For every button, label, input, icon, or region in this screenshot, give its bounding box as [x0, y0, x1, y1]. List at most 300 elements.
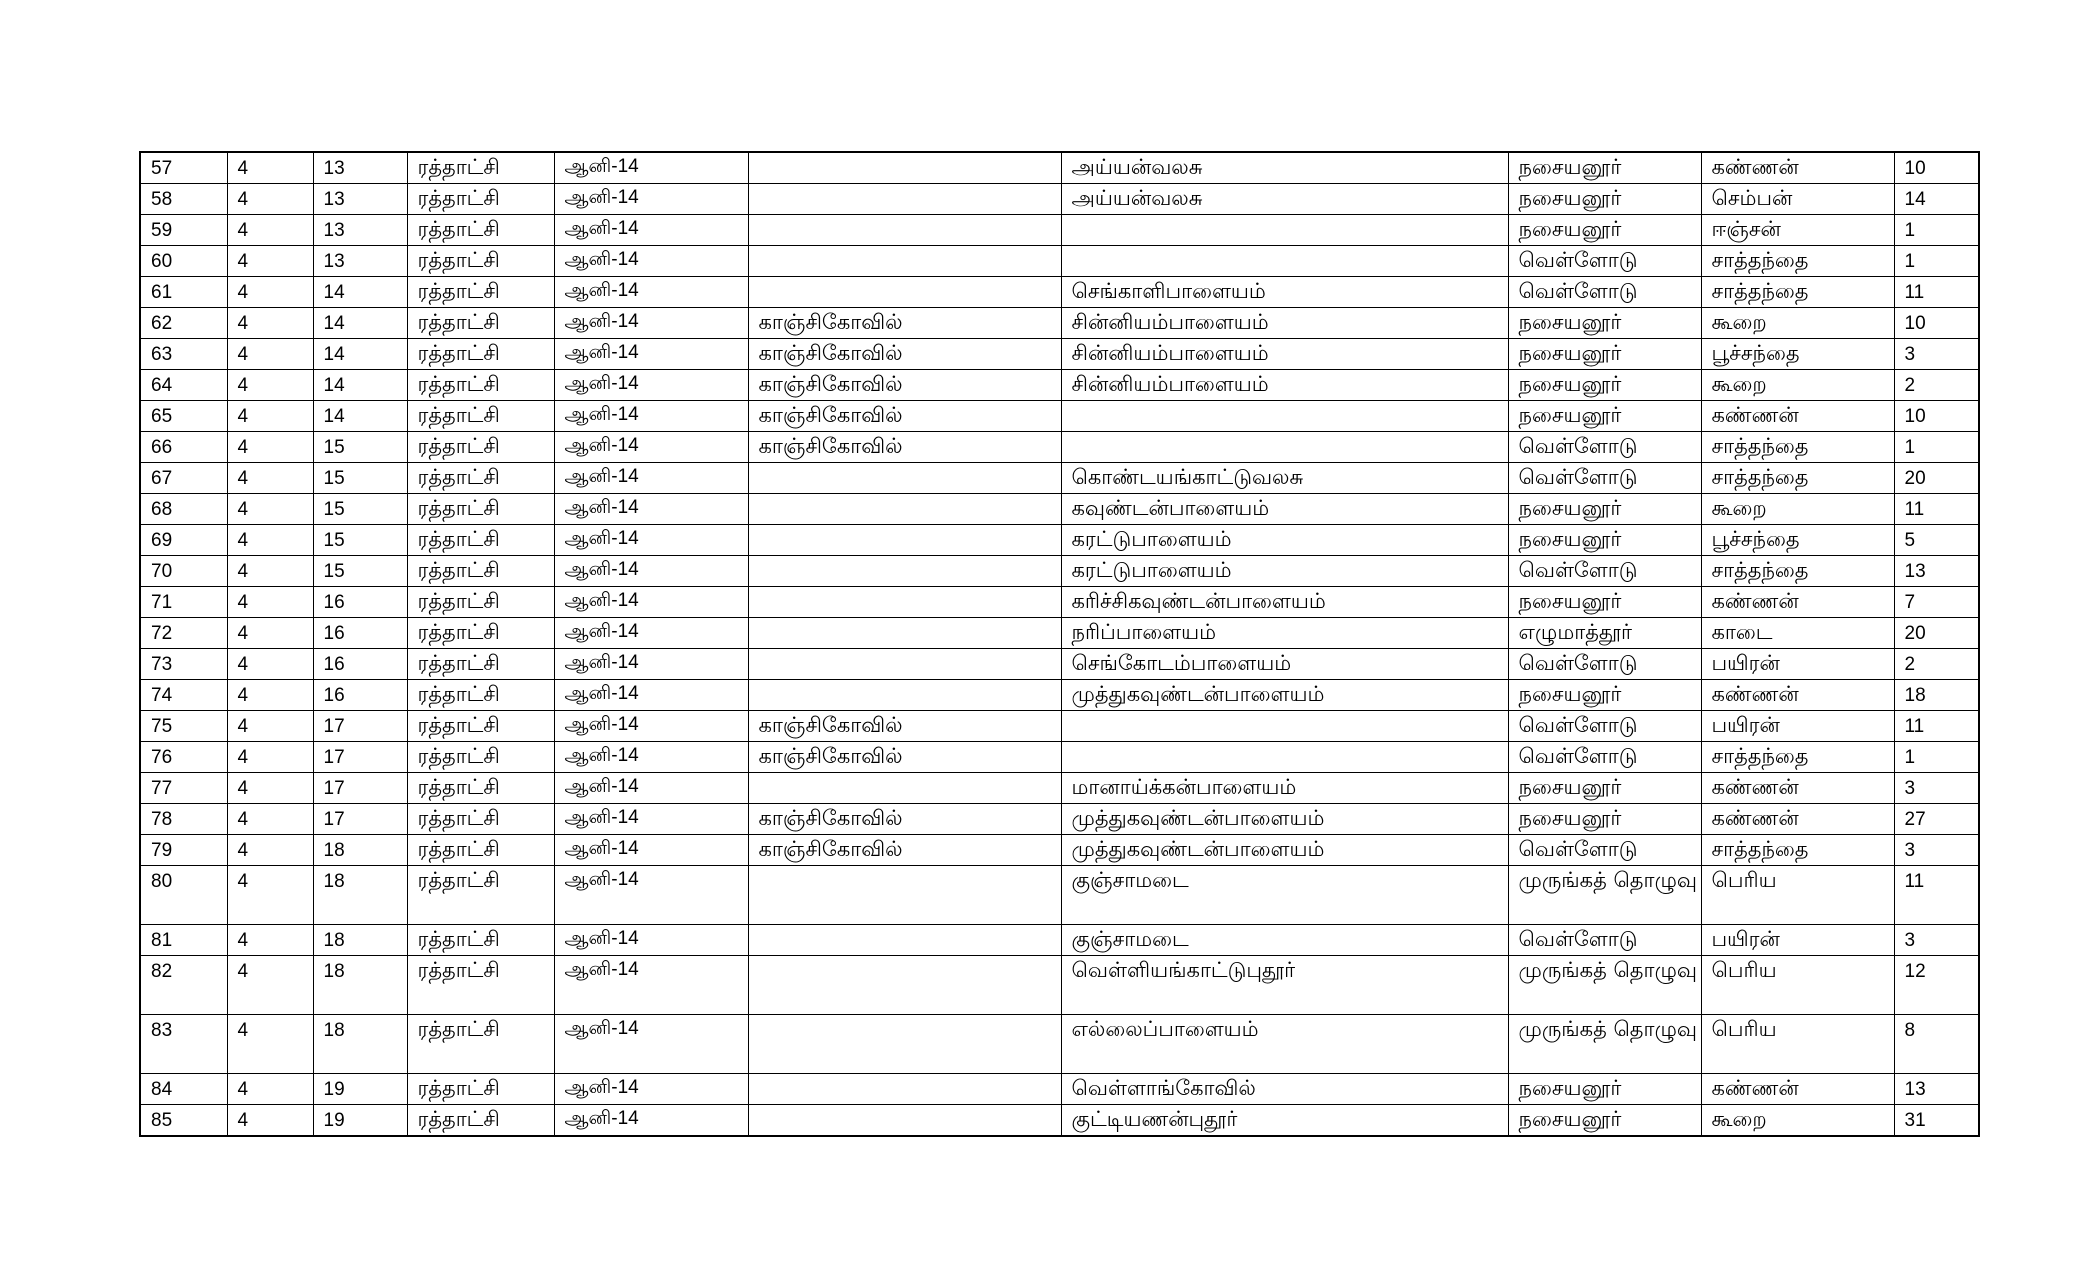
cell-temple: காஞ்சிகோவில் [748, 401, 1061, 432]
cell-clan: பெரிய [1701, 956, 1894, 1015]
cell-clan: சாத்தந்தை [1701, 246, 1894, 277]
cell-name: ரத்தாட்சி [407, 711, 554, 742]
cell-clan: கண்ணன் [1701, 773, 1894, 804]
cell-village: செங்கோடம்பாளையம் [1061, 649, 1508, 680]
cell-name: ரத்தாட்சி [407, 277, 554, 308]
cell-town: முருங்கத் தொழுவு [1508, 956, 1701, 1015]
cell-village: முத்துகவுண்டன்பாளையம் [1061, 804, 1508, 835]
cell-name: ரத்தாட்சி [407, 925, 554, 956]
cell-name: ரத்தாட்சி [407, 152, 554, 184]
cell-clan: கூறை [1701, 494, 1894, 525]
cell-month: ஆனி-14 [554, 1015, 748, 1074]
cell-town: நசையனூர் [1508, 184, 1701, 215]
cell-temple [748, 215, 1061, 246]
cell-serial: 71 [140, 587, 227, 618]
cell-count: 1 [1894, 215, 1979, 246]
cell-month: ஆனி-14 [554, 184, 748, 215]
cell-count: 3 [1894, 339, 1979, 370]
table-row [140, 649, 1979, 680]
cell-town: வெள்ளோடு [1508, 277, 1701, 308]
cell-month: ஆனி-14 [554, 680, 748, 711]
cell-name: ரத்தாட்சி [407, 494, 554, 525]
cell-serial: 85 [140, 1105, 227, 1137]
cell-village: சின்னியம்பாளையம் [1061, 370, 1508, 401]
cell-count: 10 [1894, 401, 1979, 432]
cell-serial: 60 [140, 246, 227, 277]
cell-name: ரத்தாட்சி [407, 835, 554, 866]
cell-count: 1 [1894, 742, 1979, 773]
cell-group: 4 [227, 866, 313, 925]
cell-serial: 70 [140, 556, 227, 587]
cell-name: ரத்தாட்சி [407, 587, 554, 618]
cell-village: கவுண்டன்பாளையம் [1061, 494, 1508, 525]
cell-page: 14 [313, 401, 407, 432]
cell-group: 4 [227, 556, 313, 587]
table-row [140, 618, 1979, 649]
cell-month: ஆனி-14 [554, 401, 748, 432]
cell-clan: செம்பன் [1701, 184, 1894, 215]
cell-clan: கூறை [1701, 1105, 1894, 1137]
cell-town: நசையனூர் [1508, 401, 1701, 432]
cell-group: 4 [227, 835, 313, 866]
cell-name: ரத்தாட்சி [407, 370, 554, 401]
cell-page: 14 [313, 339, 407, 370]
cell-count: 2 [1894, 370, 1979, 401]
cell-group: 4 [227, 680, 313, 711]
cell-town: முருங்கத் தொழுவு [1508, 866, 1701, 925]
cell-village: வெள்ளாங்கோவில் [1061, 1074, 1508, 1105]
cell-serial: 83 [140, 1015, 227, 1074]
cell-clan: கூறை [1701, 370, 1894, 401]
cell-count: 20 [1894, 463, 1979, 494]
cell-clan: பூச்சந்தை [1701, 525, 1894, 556]
cell-village: அய்யன்வலசு [1061, 184, 1508, 215]
cell-serial: 68 [140, 494, 227, 525]
cell-serial: 59 [140, 215, 227, 246]
table-row [140, 339, 1979, 370]
cell-name: ரத்தாட்சி [407, 525, 554, 556]
cell-clan: கண்ணன் [1701, 587, 1894, 618]
record-table [139, 151, 1980, 1137]
cell-group: 4 [227, 246, 313, 277]
cell-month: ஆனி-14 [554, 339, 748, 370]
table-row [140, 1074, 1979, 1105]
cell-temple [748, 773, 1061, 804]
cell-serial: 72 [140, 618, 227, 649]
cell-serial: 57 [140, 152, 227, 184]
cell-serial: 66 [140, 432, 227, 463]
cell-count: 20 [1894, 618, 1979, 649]
cell-page: 17 [313, 711, 407, 742]
cell-temple [748, 1074, 1061, 1105]
cell-town: வெள்ளோடு [1508, 925, 1701, 956]
cell-temple: காஞ்சிகோவில் [748, 432, 1061, 463]
cell-town: நசையனூர் [1508, 152, 1701, 184]
cell-town: நசையனூர் [1508, 494, 1701, 525]
cell-name: ரத்தாட்சி [407, 308, 554, 339]
cell-count: 10 [1894, 308, 1979, 339]
cell-month: ஆனி-14 [554, 804, 748, 835]
table-row [140, 432, 1979, 463]
cell-name: ரத்தாட்சி [407, 184, 554, 215]
cell-group: 4 [227, 308, 313, 339]
cell-page: 14 [313, 308, 407, 339]
cell-count: 7 [1894, 587, 1979, 618]
cell-village: செங்காளிபாளையம் [1061, 277, 1508, 308]
cell-town: நசையனூர் [1508, 804, 1701, 835]
cell-group: 4 [227, 773, 313, 804]
cell-serial: 75 [140, 711, 227, 742]
cell-village: முத்துகவுண்டன்பாளையம் [1061, 835, 1508, 866]
cell-month: ஆனி-14 [554, 925, 748, 956]
cell-clan: பூச்சந்தை [1701, 339, 1894, 370]
cell-count: 11 [1894, 494, 1979, 525]
cell-temple [748, 956, 1061, 1015]
cell-page: 15 [313, 494, 407, 525]
cell-temple [748, 1015, 1061, 1074]
cell-village: குட்டியணன்புதூர் [1061, 1105, 1508, 1137]
cell-serial: 82 [140, 956, 227, 1015]
cell-serial: 79 [140, 835, 227, 866]
cell-month: ஆனி-14 [554, 525, 748, 556]
cell-month: ஆனி-14 [554, 556, 748, 587]
cell-temple: காஞ்சிகோவில் [748, 339, 1061, 370]
table-row [140, 525, 1979, 556]
cell-town: வெள்ளோடு [1508, 711, 1701, 742]
table-row [140, 370, 1979, 401]
cell-group: 4 [227, 742, 313, 773]
table-row [140, 184, 1979, 215]
cell-town: வெள்ளோடு [1508, 835, 1701, 866]
cell-count: 13 [1894, 1074, 1979, 1105]
cell-village: கொண்டயங்காட்டுவலசு [1061, 463, 1508, 494]
cell-group: 4 [227, 339, 313, 370]
cell-count: 31 [1894, 1105, 1979, 1137]
cell-name: ரத்தாட்சி [407, 649, 554, 680]
cell-town: நசையனூர் [1508, 773, 1701, 804]
cell-village: சின்னியம்பாளையம் [1061, 339, 1508, 370]
cell-group: 4 [227, 618, 313, 649]
cell-temple: காஞ்சிகோவில் [748, 804, 1061, 835]
cell-town: வெள்ளோடு [1508, 246, 1701, 277]
cell-temple [748, 925, 1061, 956]
cell-temple [748, 680, 1061, 711]
table-row [140, 587, 1979, 618]
cell-count: 8 [1894, 1015, 1979, 1074]
cell-group: 4 [227, 215, 313, 246]
cell-town: வெள்ளோடு [1508, 649, 1701, 680]
cell-serial: 65 [140, 401, 227, 432]
record-table-body [140, 152, 1979, 1136]
cell-name: ரத்தாட்சி [407, 1105, 554, 1137]
table-row [140, 246, 1979, 277]
cell-temple [748, 494, 1061, 525]
cell-village [1061, 401, 1508, 432]
cell-count: 14 [1894, 184, 1979, 215]
cell-page: 18 [313, 866, 407, 925]
cell-clan: கண்ணன் [1701, 804, 1894, 835]
table-row [140, 401, 1979, 432]
cell-month: ஆனி-14 [554, 152, 748, 184]
cell-serial: 64 [140, 370, 227, 401]
cell-name: ரத்தாட்சி [407, 680, 554, 711]
cell-temple [748, 556, 1061, 587]
cell-month: ஆனி-14 [554, 432, 748, 463]
cell-page: 15 [313, 556, 407, 587]
cell-name: ரத்தாட்சி [407, 742, 554, 773]
table-row [140, 773, 1979, 804]
cell-village [1061, 711, 1508, 742]
cell-page: 17 [313, 773, 407, 804]
cell-page: 16 [313, 587, 407, 618]
cell-clan: பயிரன் [1701, 925, 1894, 956]
cell-village [1061, 246, 1508, 277]
cell-count: 5 [1894, 525, 1979, 556]
cell-clan: கூறை [1701, 308, 1894, 339]
cell-serial: 81 [140, 925, 227, 956]
cell-page: 16 [313, 680, 407, 711]
table-row [140, 1015, 1979, 1074]
cell-count: 3 [1894, 835, 1979, 866]
cell-count: 3 [1894, 773, 1979, 804]
table-row [140, 925, 1979, 956]
cell-clan: சாத்தந்தை [1701, 277, 1894, 308]
cell-town: நசையனூர் [1508, 525, 1701, 556]
table-row [140, 804, 1979, 835]
cell-town: முருங்கத் தொழுவு [1508, 1015, 1701, 1074]
cell-temple [748, 525, 1061, 556]
cell-group: 4 [227, 494, 313, 525]
cell-temple [748, 152, 1061, 184]
cell-month: ஆனி-14 [554, 494, 748, 525]
cell-village: நரிப்பாளையம் [1061, 618, 1508, 649]
table-row [140, 463, 1979, 494]
cell-temple [748, 618, 1061, 649]
cell-village [1061, 432, 1508, 463]
cell-name: ரத்தாட்சி [407, 773, 554, 804]
cell-temple [748, 463, 1061, 494]
cell-town: நசையனூர் [1508, 215, 1701, 246]
cell-month: ஆனி-14 [554, 711, 748, 742]
cell-page: 14 [313, 277, 407, 308]
cell-name: ரத்தாட்சி [407, 556, 554, 587]
cell-page: 14 [313, 370, 407, 401]
cell-group: 4 [227, 525, 313, 556]
cell-month: ஆனி-14 [554, 277, 748, 308]
cell-month: ஆனி-14 [554, 866, 748, 925]
cell-name: ரத்தாட்சி [407, 401, 554, 432]
cell-group: 4 [227, 277, 313, 308]
cell-serial: 78 [140, 804, 227, 835]
table-row [140, 835, 1979, 866]
cell-page: 17 [313, 804, 407, 835]
cell-page: 13 [313, 246, 407, 277]
cell-group: 4 [227, 463, 313, 494]
cell-town: நசையனூர் [1508, 308, 1701, 339]
cell-month: ஆனி-14 [554, 649, 748, 680]
cell-month: ஆனி-14 [554, 215, 748, 246]
cell-clan: கண்ணன் [1701, 1074, 1894, 1105]
cell-month: ஆனி-14 [554, 773, 748, 804]
cell-temple: காஞ்சிகோவில் [748, 835, 1061, 866]
cell-name: ரத்தாட்சி [407, 432, 554, 463]
cell-page: 13 [313, 215, 407, 246]
cell-town: எழுமாத்தூர் [1508, 618, 1701, 649]
cell-page: 18 [313, 956, 407, 1015]
cell-temple: காஞ்சிகோவில் [748, 308, 1061, 339]
cell-town: நசையனூர் [1508, 339, 1701, 370]
cell-clan: கண்ணன் [1701, 152, 1894, 184]
cell-temple [748, 866, 1061, 925]
cell-clan: பயிரன் [1701, 649, 1894, 680]
cell-name: ரத்தாட்சி [407, 804, 554, 835]
cell-clan: ஈஞ்சன் [1701, 215, 1894, 246]
cell-town: வெள்ளோடு [1508, 463, 1701, 494]
cell-clan: கண்ணன் [1701, 680, 1894, 711]
cell-name: ரத்தாட்சி [407, 618, 554, 649]
cell-group: 4 [227, 370, 313, 401]
cell-serial: 67 [140, 463, 227, 494]
cell-town: வெள்ளோடு [1508, 742, 1701, 773]
cell-serial: 58 [140, 184, 227, 215]
table-row [140, 711, 1979, 742]
cell-name: ரத்தாட்சி [407, 1015, 554, 1074]
cell-village: எல்லைப்பாளையம் [1061, 1015, 1508, 1074]
cell-group: 4 [227, 804, 313, 835]
cell-clan: சாத்தந்தை [1701, 742, 1894, 773]
cell-month: ஆனி-14 [554, 246, 748, 277]
table-row [140, 680, 1979, 711]
cell-group: 4 [227, 925, 313, 956]
cell-clan: சாத்தந்தை [1701, 835, 1894, 866]
cell-name: ரத்தாட்சி [407, 463, 554, 494]
table-row [140, 277, 1979, 308]
cell-village: குஞ்சாமடை [1061, 866, 1508, 925]
cell-group: 4 [227, 956, 313, 1015]
cell-group: 4 [227, 649, 313, 680]
cell-serial: 69 [140, 525, 227, 556]
cell-count: 11 [1894, 711, 1979, 742]
table-row [140, 152, 1979, 184]
cell-month: ஆனி-14 [554, 370, 748, 401]
table-row [140, 742, 1979, 773]
cell-count: 12 [1894, 956, 1979, 1015]
cell-temple [748, 277, 1061, 308]
cell-name: ரத்தாட்சி [407, 1074, 554, 1105]
cell-name: ரத்தாட்சி [407, 215, 554, 246]
cell-town: நசையனூர் [1508, 680, 1701, 711]
cell-serial: 84 [140, 1074, 227, 1105]
cell-month: ஆனி-14 [554, 956, 748, 1015]
cell-group: 4 [227, 184, 313, 215]
cell-town: நசையனூர் [1508, 1074, 1701, 1105]
cell-page: 15 [313, 432, 407, 463]
cell-page: 15 [313, 525, 407, 556]
table-row [140, 494, 1979, 525]
cell-count: 13 [1894, 556, 1979, 587]
cell-serial: 76 [140, 742, 227, 773]
cell-village: சின்னியம்பாளையம் [1061, 308, 1508, 339]
cell-group: 4 [227, 711, 313, 742]
cell-page: 13 [313, 152, 407, 184]
cell-temple [748, 649, 1061, 680]
cell-page: 19 [313, 1105, 407, 1137]
cell-temple: காஞ்சிகோவில் [748, 711, 1061, 742]
table-row [140, 215, 1979, 246]
cell-town: வெள்ளோடு [1508, 556, 1701, 587]
cell-count: 1 [1894, 246, 1979, 277]
cell-village: கரட்டுபாளையம் [1061, 525, 1508, 556]
cell-count: 10 [1894, 152, 1979, 184]
cell-group: 4 [227, 152, 313, 184]
cell-name: ரத்தாட்சி [407, 339, 554, 370]
cell-temple: காஞ்சிகோவில் [748, 742, 1061, 773]
cell-page: 15 [313, 463, 407, 494]
cell-serial: 77 [140, 773, 227, 804]
cell-month: ஆனி-14 [554, 587, 748, 618]
cell-page: 16 [313, 649, 407, 680]
cell-village: கரிச்சிகவுண்டன்பாளையம் [1061, 587, 1508, 618]
cell-temple: காஞ்சிகோவில் [748, 370, 1061, 401]
cell-count: 11 [1894, 277, 1979, 308]
cell-clan: பயிரன் [1701, 711, 1894, 742]
cell-village: குஞ்சாமடை [1061, 925, 1508, 956]
cell-month: ஆனி-14 [554, 835, 748, 866]
cell-count: 11 [1894, 866, 1979, 925]
cell-clan: கண்ணன் [1701, 401, 1894, 432]
cell-serial: 73 [140, 649, 227, 680]
cell-group: 4 [227, 587, 313, 618]
cell-village: அய்யன்வலசு [1061, 152, 1508, 184]
cell-group: 4 [227, 1015, 313, 1074]
table-row [140, 556, 1979, 587]
cell-month: ஆனி-14 [554, 1074, 748, 1105]
cell-village: முத்துகவுண்டன்பாளையம் [1061, 680, 1508, 711]
table-row [140, 1105, 1979, 1137]
cell-page: 13 [313, 184, 407, 215]
cell-serial: 80 [140, 866, 227, 925]
cell-page: 18 [313, 835, 407, 866]
cell-village: மானாய்க்கன்பாளையம் [1061, 773, 1508, 804]
cell-page: 18 [313, 925, 407, 956]
cell-serial: 62 [140, 308, 227, 339]
table-row [140, 956, 1979, 1015]
cell-group: 4 [227, 1074, 313, 1105]
cell-name: ரத்தாட்சி [407, 866, 554, 925]
cell-count: 27 [1894, 804, 1979, 835]
cell-month: ஆனி-14 [554, 618, 748, 649]
table-row [140, 866, 1979, 925]
cell-clan: பெரிய [1701, 1015, 1894, 1074]
cell-page: 19 [313, 1074, 407, 1105]
cell-serial: 63 [140, 339, 227, 370]
cell-town: வெள்ளோடு [1508, 432, 1701, 463]
cell-month: ஆனி-14 [554, 1105, 748, 1137]
cell-clan: சாத்தந்தை [1701, 556, 1894, 587]
cell-month: ஆனி-14 [554, 308, 748, 339]
cell-temple [748, 1105, 1061, 1137]
cell-temple [748, 184, 1061, 215]
cell-group: 4 [227, 432, 313, 463]
cell-temple [748, 246, 1061, 277]
cell-town: நசையனூர் [1508, 587, 1701, 618]
cell-name: ரத்தாட்சி [407, 956, 554, 1015]
cell-clan: சாத்தந்தை [1701, 432, 1894, 463]
cell-town: நசையனூர் [1508, 370, 1701, 401]
cell-village: கரட்டுபாளையம் [1061, 556, 1508, 587]
cell-group: 4 [227, 401, 313, 432]
cell-count: 3 [1894, 925, 1979, 956]
